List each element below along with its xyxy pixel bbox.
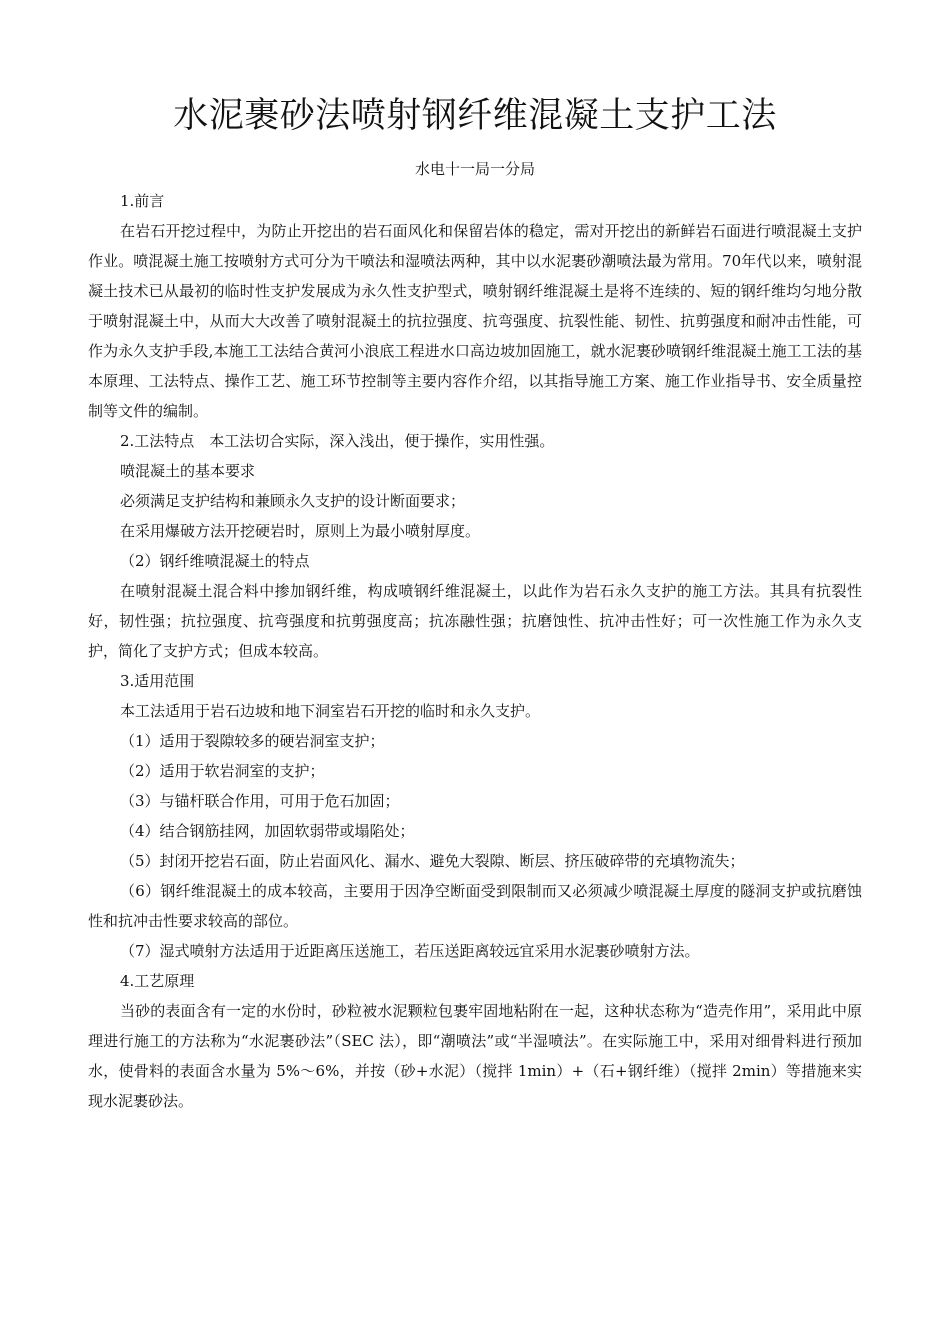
document-body: [88, 186, 862, 1116]
list-item: 必须满足支护结构和兼顾永久支护的设计断面要求；: [120, 492, 466, 510]
section-heading: 2.工法特点 本工法切合实际，深入浅出，便于操作，实用性强。: [120, 432, 555, 450]
list-item: （4）结合钢筋挂网，加固软弱带或塌陷处；: [120, 822, 415, 840]
list-item: 在采用爆破方法开挖硬岩时，原则上为最小喷射厚度。: [120, 522, 481, 540]
section-heading: 3.适用范围: [120, 672, 195, 690]
list-item: （1）适用于裂隙较多的硬岩洞室支护；: [120, 732, 385, 750]
paragraph: 当砂的表面含有一定的水份时，砂粒被水泥颗粒包裹牢固地粘附在一起，这种状态称为“造壳作用”，采用此中原理进行施工的方法称为“水泥裹砂法”（SEC 法），即“潮喷法”或“半湿喷法”。在实际施工中，采用对细骨料进行预加水，使骨料的表面含水量为 5%～6%，并按（砂+水泥）（搅拌 1min）+（石+钢纤维）（搅拌 2min）等措施来实现水泥裹砂法。: [88, 1002, 862, 1110]
paragraph: 本工法适用于岩石边坡和地下洞室岩石开挖的临时和永久支护。: [120, 702, 541, 720]
subheading: 喷混凝土的基本要求: [120, 462, 256, 480]
section-heading: 1.前言: [120, 192, 165, 210]
list-item: （6）钢纤维混凝土的成本较高，主要用于因净空断面受到限制而又必须减少喷混凝土厚度的隧洞支护或抗磨蚀性和抗冲击性要求较高的部位。: [88, 882, 862, 930]
section-heading: 4.工艺原理: [120, 972, 195, 990]
paragraph: 在岩石开挖过程中，为防止开挖出的岩石面风化和保留岩体的稳定，需对开挖出的新鲜岩石面进行喷混凝土支护作业。喷混凝土施工按喷射方式可分为干喷法和湿喷法两种，其中以水泥裹砂潮喷法最为常用。70年代以来，喷射混凝土技术已从最初的临时性支护发展成为永久性支护型式，喷射钢纤维混凝土是将不连续的、短的钢纤维均匀地分散于喷射混凝土中，从而大大改善了喷射混凝土的抗拉强度、抗弯强度、抗裂性能、韧性、抗剪强度和耐冲击性能，可作为永久支护手段,本施工工法结合黄河小浪底工程进水口高边坡加固施工，就水泥裹砂喷钢纤维混凝土施工工法的基本原理、工法特点、操作工艺、施工环节控制等主要内容作介绍，以其指导施工方案、施工作业指导书、安全质量控制等文件的编制。: [88, 222, 862, 420]
document-title: 水泥裹砂法喷射钢纤维混凝土支护工法: [173, 96, 777, 136]
document-author: 水电十一局一分局: [414, 160, 535, 178]
subheading: （2）钢纤维喷混凝土的特点: [120, 552, 310, 570]
list-item: （7）湿式喷射方法适用于近距离压送施工，若压送距离较远宜采用水泥裹砂喷射方法。: [120, 942, 700, 960]
list-item: （5）封闭开挖岩石面，防止岩面风化、漏水、避免大裂隙、断层、挤压破碎带的充填物流失；: [120, 852, 745, 870]
paragraph: 在喷射混凝土混合料中掺加钢纤维，构成喷钢纤维混凝土，以此作为岩石永久支护的施工方法。其具有抗裂性好，韧性强；抗拉强度、抗弯强度和抗剪强度高；抗冻融性强；抗磨蚀性、抗冲击性好；可一次性施工作为永久支护，简化了支护方式；但成本较高。: [88, 582, 862, 660]
list-item: （3）与锚杆联合作用，可用于危石加固；: [120, 792, 400, 810]
list-item: （2）适用于软岩洞室的支护；: [120, 762, 325, 780]
